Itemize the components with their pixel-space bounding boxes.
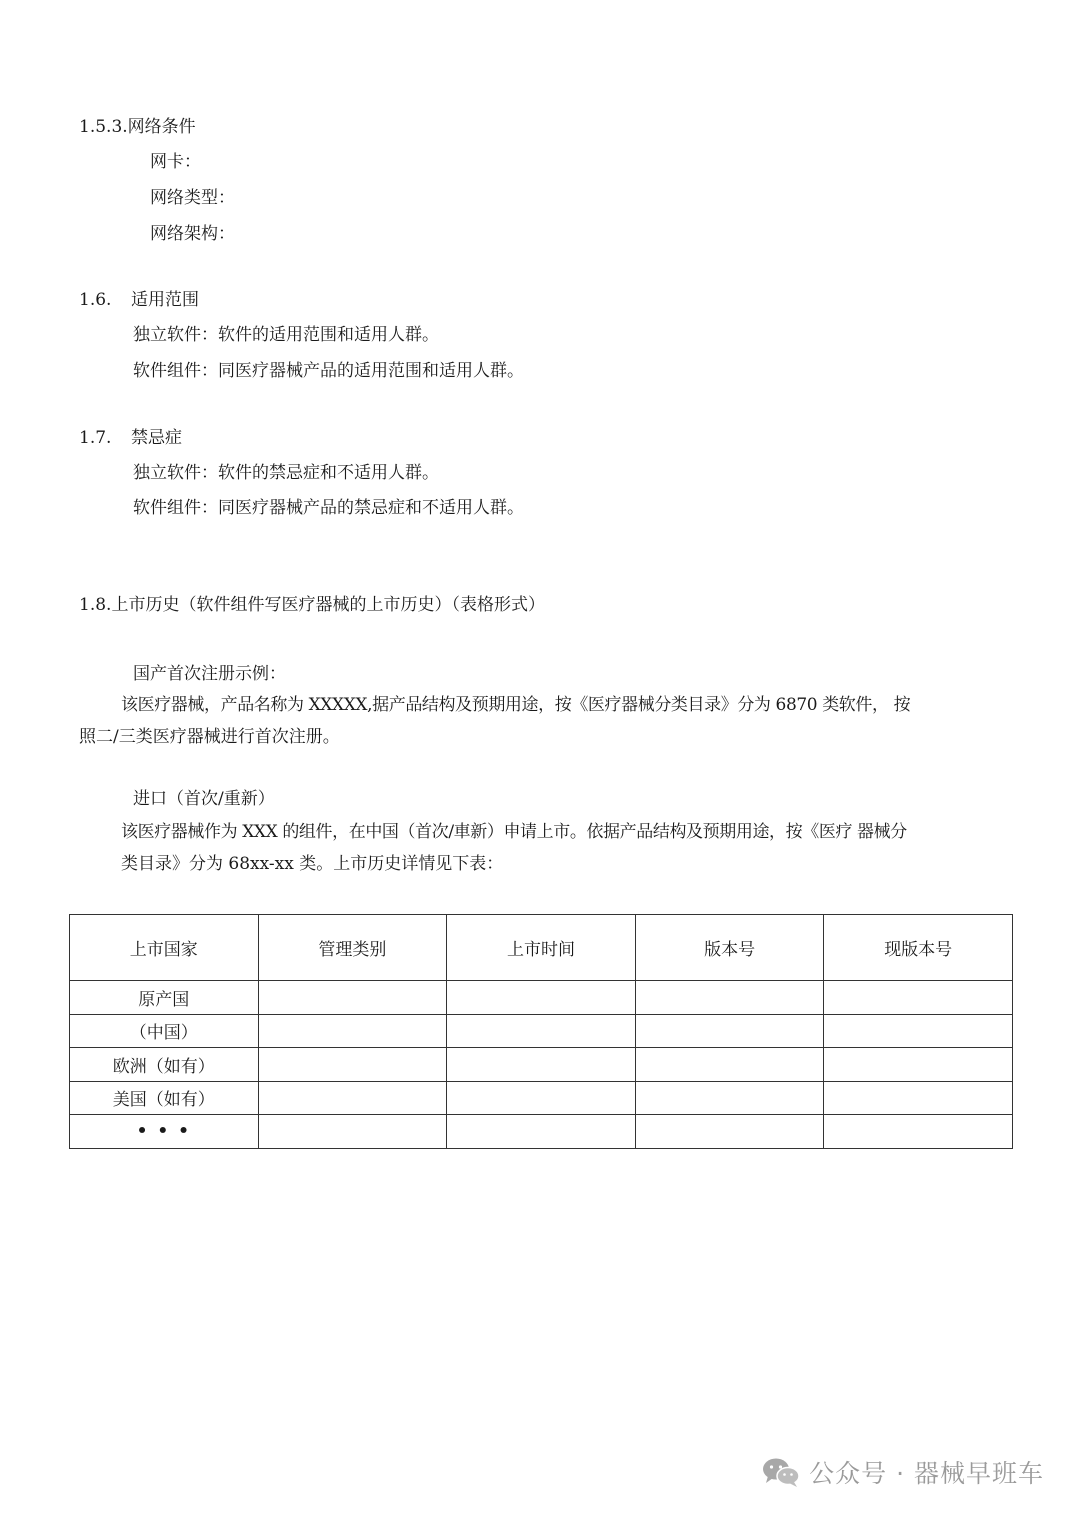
table-row	[70, 1048, 1013, 1082]
section-1-7-number: 1.7.	[79, 428, 112, 448]
empty-cell	[258, 1115, 447, 1149]
empty-cell	[447, 1081, 636, 1115]
empty-cell	[824, 1115, 1013, 1149]
empty-cell	[824, 1048, 1013, 1082]
country-cell: 美国（如有）	[70, 1081, 259, 1115]
empty-cell	[447, 1014, 636, 1048]
wechat-icon	[761, 1456, 801, 1488]
empty-cell	[824, 981, 1013, 1015]
country-cell: 欧洲（如有）	[70, 1048, 259, 1082]
table-row	[70, 1081, 1013, 1115]
standalone-software-scope: 独立软件：软件的适用范围和适用人群。	[133, 325, 439, 345]
header-country: 上市国家	[70, 915, 259, 981]
network-type-label: 网络类型：	[150, 188, 235, 208]
empty-cell	[824, 1081, 1013, 1115]
empty-cell	[447, 1115, 636, 1149]
country-cell: 原产国	[70, 981, 259, 1015]
header-launch-date: 上市时间	[447, 915, 636, 981]
empty-cell	[635, 1115, 824, 1149]
empty-cell	[447, 1048, 636, 1082]
empty-cell	[258, 981, 447, 1015]
domestic-example-line-1: 该医疗器械，产品名称为 XXXXX,据产品结构及预期用途，按《医疗器械分类目录》分为 6870 类软件， 按	[121, 695, 911, 715]
domestic-example-title: 国产首次注册示例：	[133, 664, 286, 684]
table-header-row	[70, 915, 1013, 981]
section-1-6-title: 适用范围	[131, 290, 199, 310]
standalone-software-contraindications: 独立软件：软件的禁忌症和不适用人群。	[133, 463, 439, 483]
market-history-table	[69, 914, 1013, 1149]
section-1-5-3-heading: 1.5.3.网络条件	[79, 117, 196, 137]
header-management-class: 管理类别	[258, 915, 447, 981]
empty-cell	[258, 1048, 447, 1082]
table-row	[70, 1115, 1013, 1149]
import-example-title: 进口（首次/重新）	[133, 789, 275, 809]
empty-cell	[635, 981, 824, 1015]
country-cell: （中国）	[70, 1014, 259, 1048]
watermark-text: 公众号 · 器械早班车	[809, 1459, 1044, 1488]
table-row	[70, 1014, 1013, 1048]
software-component-contraindications: 软件组件：同医疗器械产品的禁忌症和不适用人群。	[133, 498, 524, 518]
empty-cell	[824, 1014, 1013, 1048]
wechat-watermark	[761, 1454, 1044, 1490]
empty-cell	[635, 1014, 824, 1048]
software-component-scope: 软件组件：同医疗器械产品的适用范围和适用人群。	[133, 361, 524, 381]
section-1-7-title: 禁忌症	[131, 428, 182, 448]
domestic-example-line-2: 照二/三类医疗器械进行首次注册。	[79, 727, 340, 747]
section-1-8-heading: 1.8.上市历史（软件组件写医疗器械的上市历史）（表格形式）	[79, 595, 545, 615]
import-example-line-1: 该医疗器械作为 XXX 的组件，在中国（首次/車新）申请上市。依据产品结构及预期用途，按《医疗 器械分	[121, 822, 907, 842]
empty-cell	[258, 1081, 447, 1115]
empty-cell	[635, 1081, 824, 1115]
section-1-6-number: 1.6.	[79, 290, 112, 310]
ellipsis-cell: • • •	[70, 1115, 259, 1149]
table-row	[70, 981, 1013, 1015]
empty-cell	[447, 981, 636, 1015]
network-architecture-label: 网络架构：	[150, 224, 235, 244]
import-example-line-2: 类目录》分为 68xx-xx 类。上市历史详情见下表：	[121, 854, 504, 874]
empty-cell	[258, 1014, 447, 1048]
header-version: 版本号	[635, 915, 824, 981]
header-current-version: 现版本号	[824, 915, 1013, 981]
nic-label: 网卡：	[150, 152, 201, 172]
empty-cell	[635, 1048, 824, 1082]
